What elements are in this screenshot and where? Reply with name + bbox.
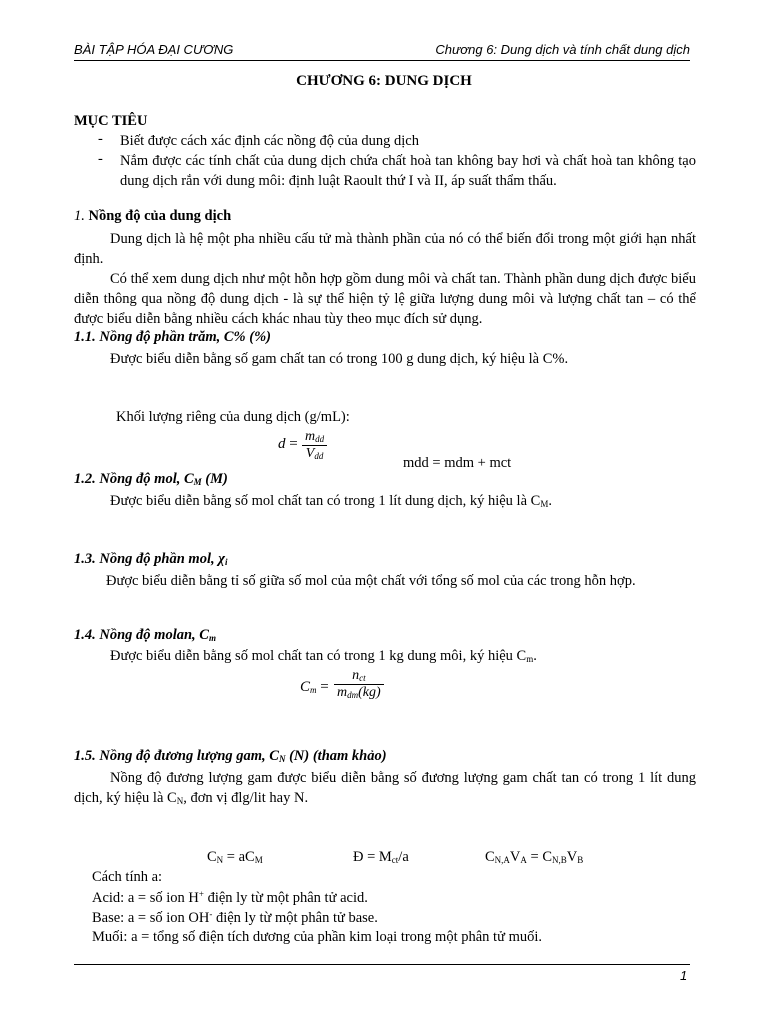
dd-sub: dd — [314, 451, 324, 461]
kg-text: (kg) — [358, 685, 381, 700]
density-denominator — [303, 446, 327, 462]
p1-text-b: , đơn vị đlg/lit hay N. — [183, 790, 309, 806]
header-right: Chương 6: Dung dịch và tính chất dung dịch — [435, 42, 690, 57]
subsection-1-3-text: Được biểu diễn bằng tỉ số giữa số mol của một chất với tổng số mol của các trong hỗn hợp. — [106, 573, 636, 589]
subsection-1-2-heading — [74, 471, 228, 488]
f3-d: V — [566, 849, 578, 865]
f3-b: V — [509, 849, 521, 865]
f3-sub1: N,A — [494, 855, 510, 865]
heading-text: 1.3. Nồng độ phần mol, — [74, 551, 219, 567]
C-symbol: C — [300, 679, 311, 695]
acid-b: điện ly từ một phân tử acid. — [203, 890, 368, 906]
section-1-paragraph-2: Có thể xem dung dịch như một hỗn hợp gồm dung môi và chất tan. Thành phần dung dịch được biểu diễn thông qua nồng độ dung dịch - là sự thể hiện tỷ lệ giữa lượng dung môi và lượng chất tan – có thể được biểu diễn bằng nhiều cách khác nhau tùy theo mục đích sử dụng. — [74, 271, 696, 327]
f1-a: C — [207, 849, 217, 865]
density-equals: = — [289, 436, 298, 452]
section-1-paragraph-1: Dung dịch là hệ một pha nhiều cấu tử mà thành phần của nó có thể biến đổi trong một giới hạn nhất định. — [74, 231, 696, 267]
f3-a: C — [485, 849, 495, 865]
formula-cn — [207, 849, 263, 866]
subsection-1-4-heading — [74, 627, 216, 644]
bullet-dash: - — [98, 131, 103, 147]
m-symbol: m — [305, 429, 316, 444]
heading-sub: N — [278, 754, 286, 764]
subsection-1-5-paragraph — [74, 768, 696, 811]
f2-b: /a — [398, 849, 409, 865]
heading-text: 1.4. Nồng độ molan, C — [74, 627, 209, 643]
text-a: Được biểu diễn bằng số mol chất tan có trong 1 lít dung dịch, ký hiệu là C — [110, 493, 541, 509]
f3-sub3: N,B — [552, 855, 567, 865]
acid-rule — [92, 889, 368, 907]
text-sub: M — [540, 499, 549, 509]
f1-sub: N — [216, 855, 224, 865]
objective-item: Nắm được các tính chất của dung dịch chứa chất hoà tan không bay hơi và chất hoà tan không tạo dung dịch rắn với dung môi: định luật Raoult thứ I và II, áp suất thẩm thấu. — [120, 153, 696, 189]
text-sub: m — [526, 654, 534, 664]
density-fraction — [302, 429, 327, 462]
m-sub: m — [310, 685, 317, 695]
density-symbol — [278, 436, 298, 453]
bullet-dash: - — [98, 151, 103, 167]
f1-sub2: M — [254, 855, 263, 865]
subsection-1-3-heading — [74, 551, 228, 568]
m-symbol: m — [337, 685, 348, 700]
p1-sub: N — [176, 796, 184, 806]
base-b: điện ly từ một phân tử base. — [212, 910, 378, 926]
heading-text-b: (M) — [201, 471, 228, 487]
base-rule — [92, 909, 378, 927]
f1-b: = aC — [223, 849, 255, 865]
n-symbol: n — [352, 668, 360, 683]
molal-symbol — [300, 679, 329, 696]
section-1-number: 1. — [74, 208, 85, 224]
f3-sub4: B — [577, 855, 584, 865]
molal-equals: = — [320, 679, 329, 695]
text-b: . — [548, 493, 552, 509]
subsection-1-1-text: Được biểu diễn bằng số gam chất tan có trong 100 g dung dịch, ký hiệu là C%. — [110, 351, 569, 367]
V-symbol: V — [305, 446, 315, 461]
base-a: Base: a = số ion OH — [92, 910, 210, 926]
mass-equation: mdd = mdm + mct — [403, 455, 512, 471]
molal-numerator — [349, 668, 369, 684]
calc-label: Cách tính a: — [92, 869, 163, 885]
density-d: d — [278, 436, 286, 452]
base-sup: - — [209, 909, 213, 919]
chapter-title: CHƯƠNG 6: DUNG DỊCH — [296, 73, 472, 89]
f2-a: Đ = M — [353, 849, 392, 865]
section-1-heading — [74, 208, 231, 225]
f2-sub: ct — [391, 855, 399, 865]
heading-sub: M — [193, 477, 202, 487]
subsection-1-4-text — [110, 648, 537, 665]
heading-text-b: (N) (tham khảo) — [285, 748, 387, 764]
f3-sub2: A — [520, 855, 527, 865]
running-header — [74, 40, 690, 62]
footer-rule — [74, 964, 690, 965]
objective-item: Biết được cách xác định các nồng độ của dung dịch — [120, 133, 419, 149]
density-label: Khối lượng riêng của dung dịch (g/mL): — [116, 409, 350, 425]
acid-sup: + — [198, 889, 204, 899]
acid-a: Acid: a = số ion H — [92, 890, 199, 906]
ct-sub: ct — [359, 673, 366, 683]
heading-sub: m — [208, 633, 216, 643]
subsection-1-1-heading: 1.1. Nồng độ phần trăm, C% (%) — [74, 329, 271, 345]
chi-symbol: χ — [218, 551, 225, 567]
dm-sub: dm — [347, 690, 359, 700]
heading-text: 1.5. Nồng độ đương lượng gam, C — [74, 748, 279, 764]
header-left: BÀI TẬP HÓA ĐẠI CƯƠNG — [74, 42, 234, 57]
dd-sub: dd — [315, 434, 325, 444]
section-1-title: Nồng độ của dung dịch — [88, 208, 232, 224]
salt-rule: Muối: a = tổng số điện tích dương của phần kim loại trong một phân tử muối. — [92, 929, 542, 945]
chi-sub: i — [224, 557, 228, 567]
page-number: 1 — [680, 968, 688, 983]
text-a: Được biểu diễn bằng số mol chất tan có trong 1 kg dung môi, ký hiệu C — [110, 648, 527, 664]
p1-text: Nồng độ đương lượng gam được biểu diễn bằng số đương lượng gam chất tan có trong 1 lít dung dịch, ký hiệu là C — [74, 770, 696, 806]
subsection-1-5-heading — [74, 748, 387, 765]
heading-text: 1.2. Nồng độ mol, C — [74, 471, 194, 487]
subsection-1-2-text — [110, 493, 552, 510]
f3-c: = C — [526, 849, 553, 865]
molal-denominator — [334, 685, 384, 701]
density-numerator — [302, 429, 327, 445]
objectives-heading: MỤC TIÊU — [74, 113, 148, 129]
molal-fraction — [334, 668, 384, 701]
header-rule — [74, 60, 690, 61]
formula-titration — [485, 849, 583, 866]
text-b: . — [533, 648, 537, 664]
formula-equivalent — [353, 849, 409, 866]
